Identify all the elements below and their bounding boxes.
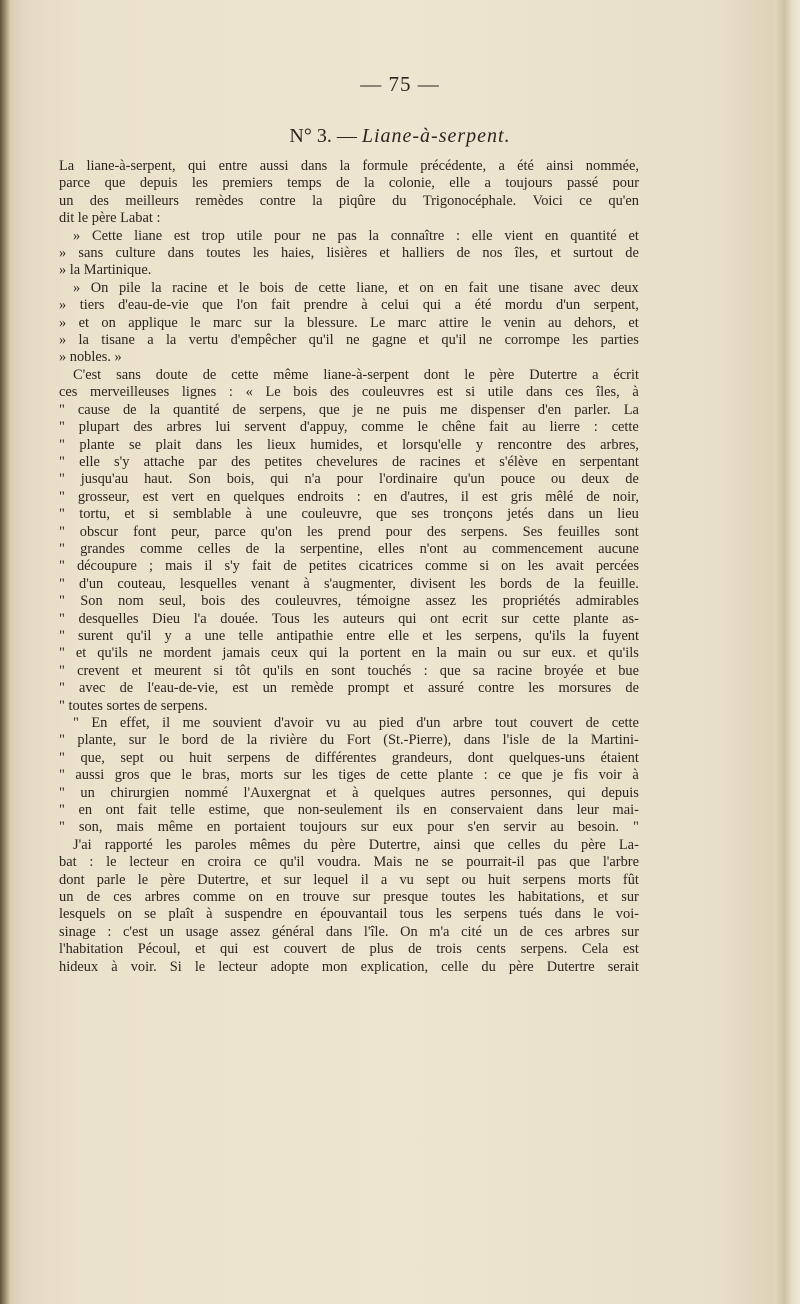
- text-line: " grandes comme celles de la serpentine, elles n'ont au commencement aucune: [59, 540, 639, 557]
- text-line: " plante se plait dans les lieux humides, et lorsqu'elle y rencontre des arbres,: [59, 436, 639, 453]
- text-line: sinage : c'est un usage assez général dans l'île. On m'a cité un de ces arbres sur: [59, 923, 639, 940]
- text-line: lesquels on se plaît à suspendre en épouvantail tous les serpens tués dans le voi-: [59, 906, 639, 923]
- text-line: ces merveilleuses lignes : « Le bois des couleuvres est si utile dans ces îles, à: [59, 384, 639, 401]
- text-line: " cause de la quantité de serpens, que je ne puis me dispenser d'en parler. La: [59, 401, 639, 418]
- text-line: bat : le lecteur en croira ce qu'il voudra. Mais ne se pourrait-il pas que l'arbre: [59, 854, 639, 871]
- text-line: " obscur font peur, parce qu'on les prend pour des serpens. Ses feuilles sont: [59, 523, 639, 540]
- text-line: l'habitation Pécoul, et qui est couvert de plus de trois cents serpens. Cela est: [59, 941, 639, 958]
- text-line: " plante, sur le bord de la rivière du Fort (St.-Pierre), dans l'isle de la Martini-: [59, 732, 639, 749]
- text-line: La liane-à-serpent, qui entre aussi dans la formule précédente, a été ainsi nommée,: [59, 158, 639, 174]
- text-line: " que, sept ou huit serpens de différentes grandeurs, dont quelques-uns étaient: [59, 749, 639, 766]
- text-line: " un chirurgien nommé l'Auxergnat et à quelques autres personnes, qui depuis: [59, 784, 639, 801]
- section-heading: [0, 125, 800, 148]
- text-line: " aussi gros que le bras, morts sur les tiges de cette plante : ce que je fis voir à: [59, 767, 639, 784]
- section-title: Liane-à-serpent.: [361, 125, 511, 147]
- text-line: » nobles. »: [59, 349, 122, 366]
- text-line: C'est sans doute de cette même liane-à-serpent dont le père Dutertre a écrit: [73, 366, 639, 383]
- text-line: " avec de l'eau-de-vie, est un remède prompt et assuré contre les morsures de: [59, 680, 639, 697]
- text-line: " d'un couteau, lesquelles venant à s'augmenter, divisent les bords de la feuille.: [59, 575, 639, 592]
- text-line: dont parle le père Dutertre, et sur lequel il a vu sept ou huit serpens morts fût: [59, 871, 639, 888]
- text-line: » Cette liane est trop utile pour ne pas la connaître : elle vient en quantité et: [73, 227, 639, 244]
- text-line: » sans culture dans toutes les haies, lisières et halliers de nos îles, et surtout de: [59, 245, 639, 262]
- text-line: " elle s'y attache par des petites chevelures de racines et s'élève en serpentant: [59, 453, 639, 470]
- text-line: parce que depuis les premiers temps de la colonie, elle a toujours passé pour: [59, 175, 639, 192]
- text-line: » la tisane a la vertu d'empêcher qu'il ne gagne et qu'il ne corrompe les parties: [59, 332, 639, 349]
- text-line: " toutes sortes de serpens.: [59, 697, 208, 714]
- text-line: " jusqu'au haut. Son bois, qui n'a pour l'ordinaire qu'un pouce ou deux de: [59, 471, 639, 488]
- text-line: " plupart des arbres lui servent d'appuy, comme le chêne fait au lierre : cette: [59, 419, 639, 436]
- text-line: " crevent et meurent si tôt qu'ils en sont touchés : que sa racine broyée et bue: [59, 662, 639, 679]
- text-line: " et qu'ils ne mordent jamais ceux qui la portent en la main ou sur eux. et qu'ils: [59, 645, 639, 662]
- text-line: hideux à voir. Si le lecteur adopte mon explication, celle du père Dutertre serait: [59, 958, 639, 975]
- text-line: " surent qu'il y a une telle antipathie entre elle et les serpens, qu'ils la fuyent: [59, 627, 639, 644]
- text-line: » et on applique le marc sur la blessure. Le marc attire le venin au dehors, et: [59, 314, 639, 331]
- text-line: " desquelles Dieu l'a douée. Tous les auteurs qui ont ecrit sur cette plante as-: [59, 610, 639, 627]
- heading-dash: —: [331, 125, 362, 147]
- text-line: » la Martinique.: [59, 262, 152, 279]
- text-line: " son, mais même en portaient toujours sur eux pour s'en servir au besoin. ": [59, 819, 639, 836]
- text-line: " tortu, et si semblable à une couleuvre, que ses tronçons jetés dans un lieu: [59, 506, 639, 523]
- page-number: — 75 —: [360, 72, 440, 96]
- text-line: " en ont fait telle estime, que non-seulement ils en conservaient dans leur mai-: [59, 802, 639, 819]
- body-text: [59, 158, 639, 976]
- page-binding-edge: [0, 0, 10, 1304]
- text-line: » tiers d'eau-de-vie que l'on fait prendre à celui qui a été mordu d'un serpent,: [59, 297, 639, 314]
- text-line: " Son nom seul, bois des couleuvres, témoigne assez les propriétés admirables: [59, 593, 639, 610]
- text-line: » On pile la racine et le bois de cette liane, et on en fait une tisane avec deux: [73, 279, 639, 296]
- text-line: J'ai rapporté les paroles mêmes du père Dutertre, ainsi que celles du père La-: [73, 836, 639, 853]
- text-line: un des meilleurs remèdes contre la piqûre du Trigonocéphale. Voici ce qu'en: [59, 192, 639, 209]
- text-line: dit le père Labat :: [59, 210, 161, 227]
- text-line: " En effet, il me souvient d'avoir vu au pied d'un arbre tout couvert de cette: [73, 715, 639, 731]
- text-line: " grosseur, est vert en quelques endroits : en d'autres, il est gris mêlé de noir,: [59, 488, 639, 505]
- text-line: " découpure ; mais il s'y fait de petites cicatrices comme si on les avait percées: [59, 558, 639, 575]
- page-fore-edge: [774, 0, 800, 1304]
- section-number: N° 3.: [289, 125, 332, 147]
- text-line: un de ces arbres comme on en trouve sur presque toutes les habitations, et sur: [59, 889, 639, 906]
